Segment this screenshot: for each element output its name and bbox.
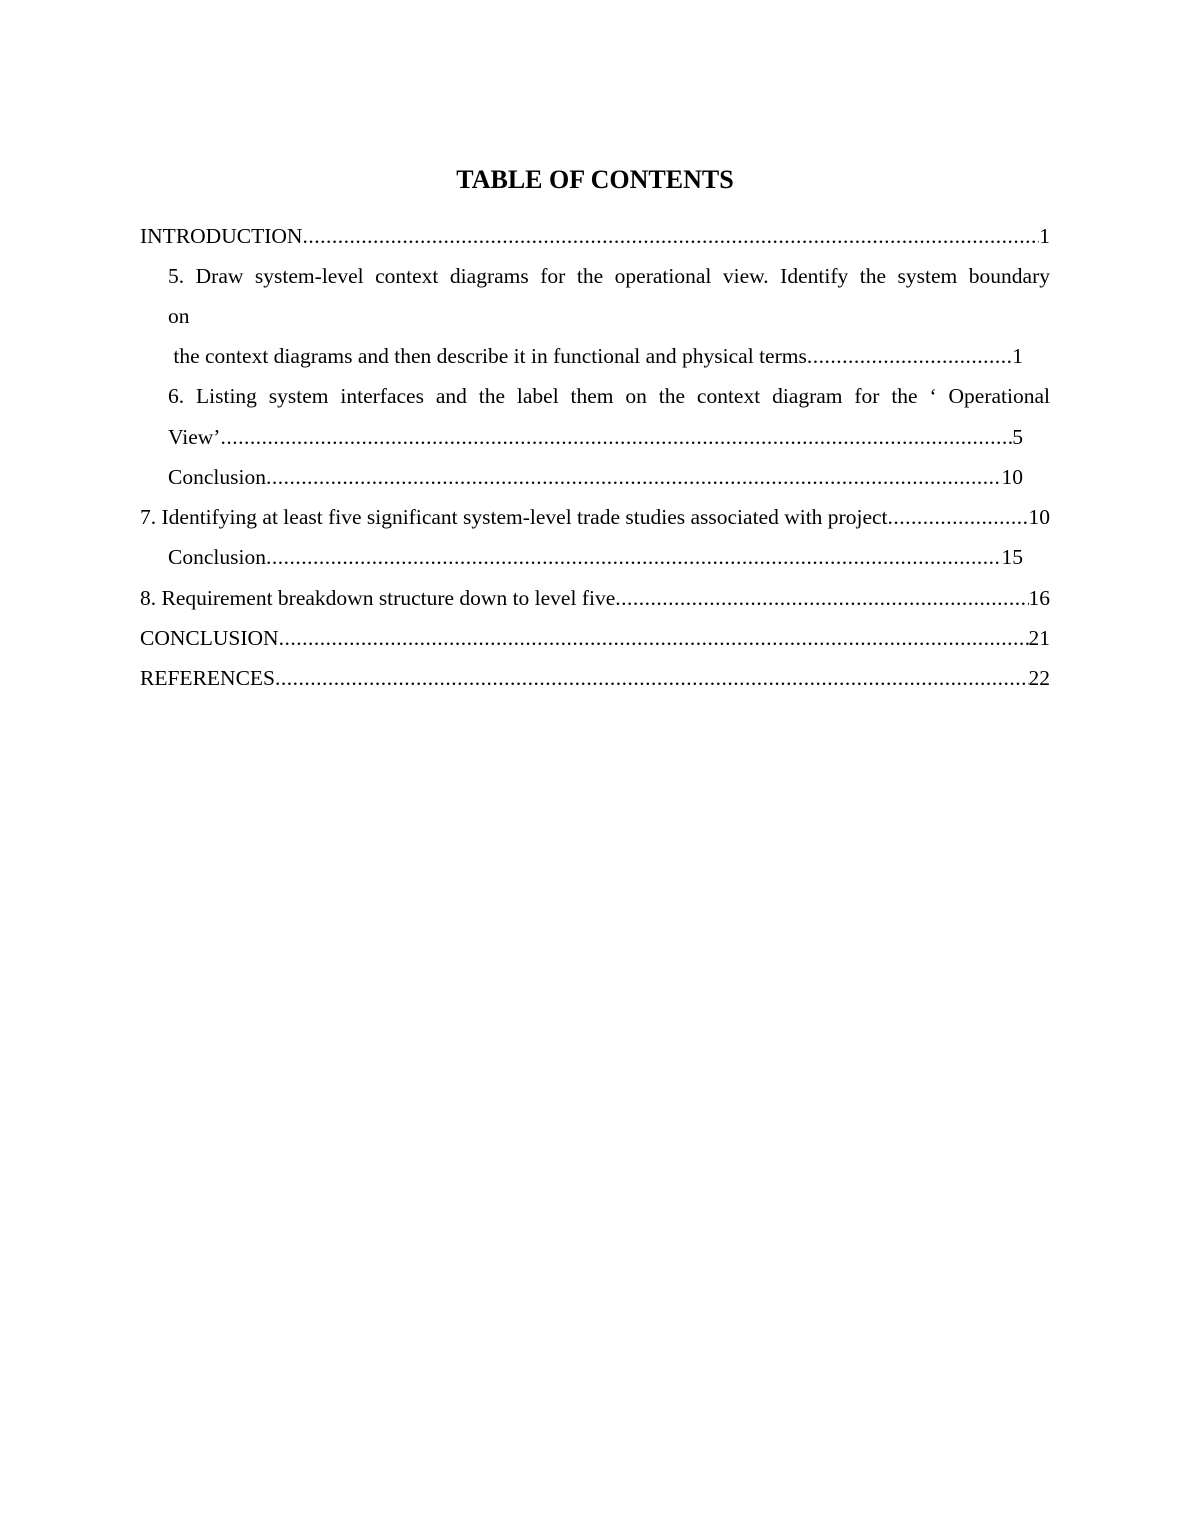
dot-leader [266, 543, 1002, 571]
toc-entry-page: 10 [1001, 465, 1023, 489]
toc-entry-6-line1[interactable] [168, 382, 1050, 410]
dot-leader [220, 423, 1012, 451]
toc-entry-conclusion-2[interactable] [168, 543, 1023, 571]
toc-entry-conclusion-main[interactable] [140, 624, 1050, 652]
toc-entry-page: 16 [1028, 586, 1050, 610]
toc-entry-page: 22 [1028, 666, 1050, 690]
toc-entry-5-line1[interactable] [168, 262, 1050, 290]
toc-entry-page: 15 [1001, 545, 1023, 569]
toc-entry-label: on [168, 304, 190, 328]
toc-entry-label: 6. Listing system interfaces and the label them on the context diagram for the ‘ Operational [168, 384, 1050, 408]
toc-entry-5-line2[interactable] [168, 302, 1050, 330]
toc-entry-introduction[interactable] [140, 222, 1050, 250]
toc-entry-label: Conclusion [168, 465, 266, 489]
toc-title: TABLE OF CONTENTS [456, 165, 734, 194]
dot-leader [302, 222, 1039, 250]
dot-leader [266, 463, 1002, 491]
toc-entry-references[interactable] [140, 664, 1050, 692]
dot-leader [615, 584, 1028, 612]
toc-entry-page: 1 [1012, 344, 1023, 368]
toc-entry-7[interactable] [140, 503, 1050, 531]
toc-entry-page: 10 [1028, 505, 1050, 529]
toc-entry-conclusion-1[interactable] [168, 463, 1023, 491]
toc-entry-label: Conclusion [168, 545, 266, 569]
toc-entry-6-line2[interactable] [168, 423, 1023, 451]
toc-entry-label: 7. Identifying at least five significant system-level trade studies associated with project [140, 505, 888, 529]
toc-entry-label: CONCLUSION [140, 626, 279, 650]
toc-entry-label: REFERENCES [140, 666, 275, 690]
dot-leader [275, 664, 1029, 692]
toc-entry-label: 5. Draw system-level context diagrams for the operational view. Identify the system boundary [168, 264, 1050, 288]
toc-entry-page: 21 [1028, 626, 1050, 650]
toc-entry-label: the context diagrams and then describe it in functional and physical terms [168, 344, 807, 368]
toc-entry-page: 1 [1039, 224, 1050, 248]
toc-entry-5-line3[interactable] [168, 342, 1023, 370]
dot-leader [888, 503, 1029, 531]
toc-entry-page: 5 [1012, 425, 1023, 449]
toc-entry-label: 8. Requirement breakdown structure down to level five [140, 586, 616, 610]
toc-entry-8[interactable] [140, 584, 1050, 612]
dot-leader [279, 624, 1029, 652]
toc-entry-label: View’ [168, 425, 221, 449]
dot-leader [807, 342, 1012, 370]
toc-entry-label: INTRODUCTION [140, 224, 303, 248]
